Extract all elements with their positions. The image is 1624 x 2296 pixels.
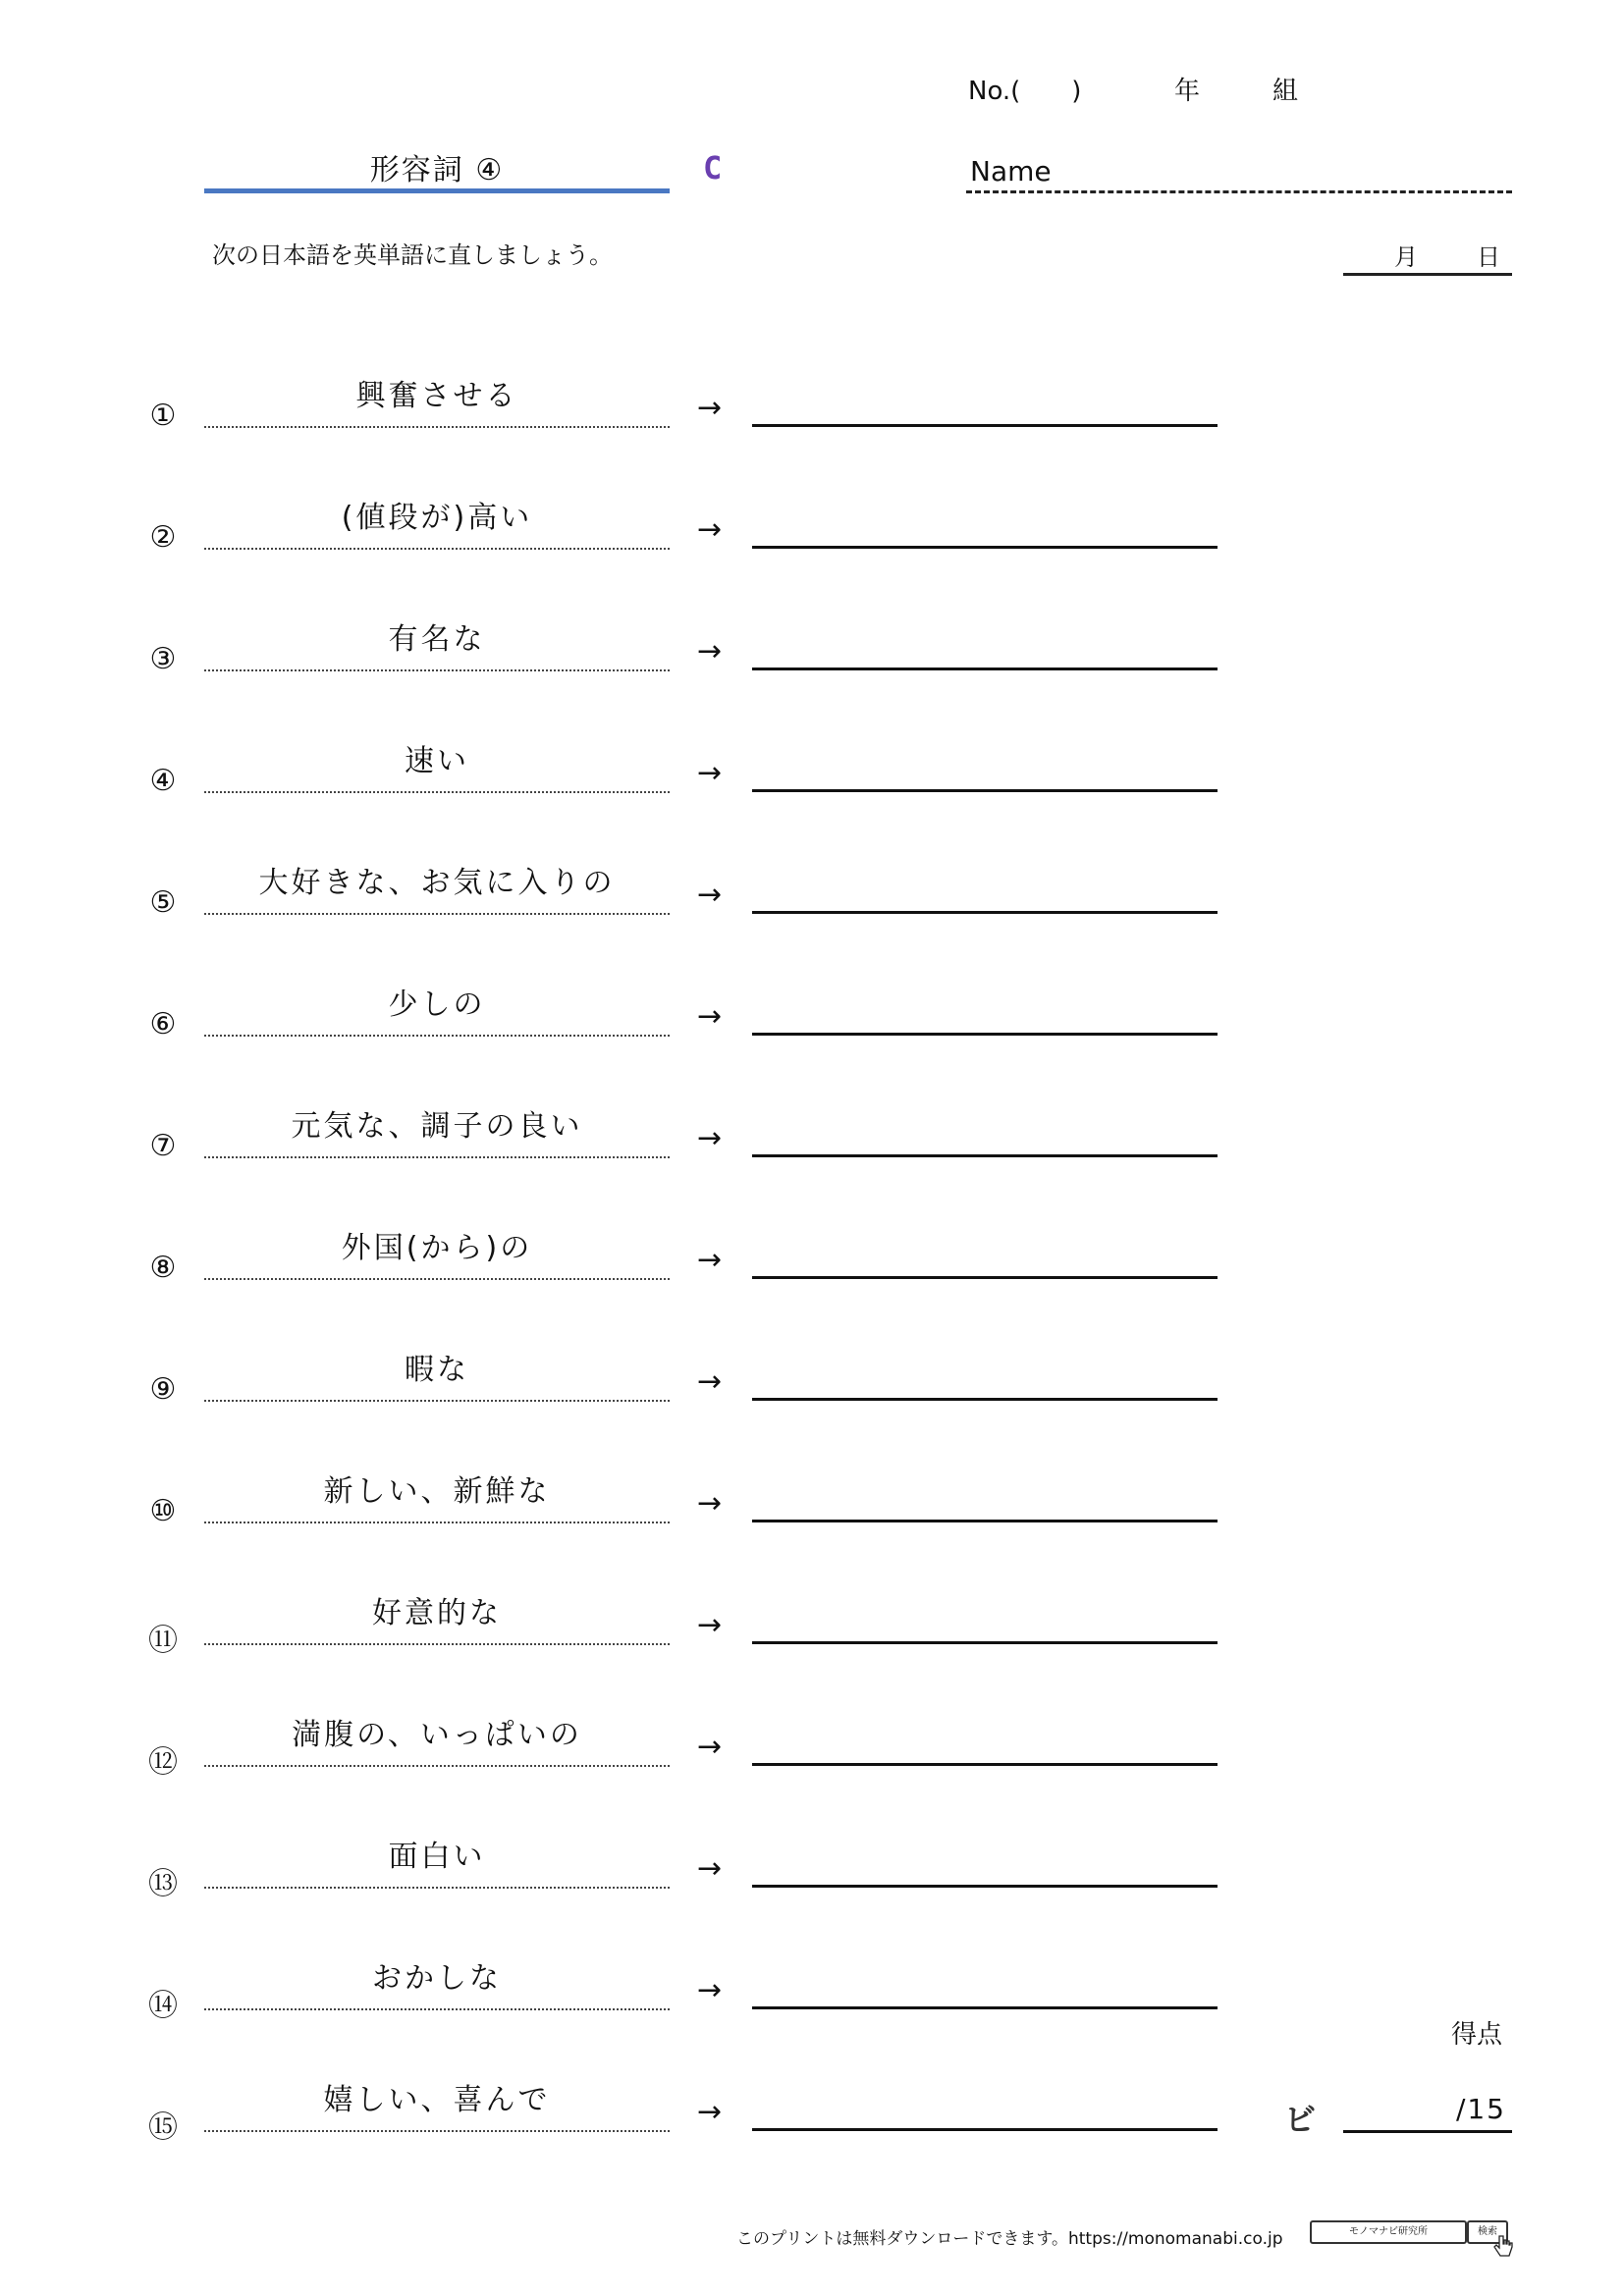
answer-line[interactable] [752,2006,1218,2009]
answer-line[interactable] [752,1154,1218,1157]
arrow-icon: → [697,1121,723,1155]
question-number: ⑭ [148,1989,178,2023]
date-field[interactable] [1343,238,1512,276]
question-number: ③ [149,642,177,676]
question-row [0,858,1624,980]
japanese-prompt: おかしな [372,1961,502,1996]
question-number: ⑦ [149,1129,177,1163]
answer-line[interactable] [752,1885,1218,1888]
answer-line[interactable] [752,911,1218,914]
question-row [0,614,1624,736]
prompt-dotted-line [204,1887,670,1889]
japanese-prompt: 満腹の、いっぱいの [292,1718,582,1752]
japanese-prompt: (値段が)高い [341,501,533,535]
question-number: ⑬ [148,1867,178,1901]
arrow-icon: → [697,878,723,912]
question-row [0,1467,1624,1588]
answer-line[interactable] [752,1276,1218,1279]
answer-line[interactable] [752,789,1218,792]
name-label: Name [970,155,1052,187]
prompt-dotted-line [204,1035,670,1037]
prompt-dotted-line [204,791,670,793]
arrow-icon: → [697,1486,723,1521]
answer-line[interactable] [752,424,1218,427]
japanese-prompt: 新しい、新鮮な [323,1474,551,1509]
question-number: ② [149,520,177,555]
answer-line[interactable] [752,1520,1218,1522]
day-label: 日 [1477,243,1500,271]
instruction-text: 次の日本語を英単語に直しましょう。 [212,241,613,269]
level-badge: C [703,149,723,187]
question-row [0,1953,1624,2075]
answer-line[interactable] [752,1641,1218,1644]
prompt-dotted-line [204,1400,670,1402]
answer-line[interactable] [752,2128,1218,2131]
prompt-dotted-line [204,1765,670,1767]
prompt-dotted-line [204,548,670,550]
arrow-icon: → [697,999,723,1034]
arrow-icon: → [697,1730,723,1764]
prompt-dotted-line [204,2008,670,2010]
answer-line[interactable] [752,1033,1218,1036]
japanese-prompt: 嬉しい、喜んで [323,2083,551,2117]
prompt-dotted-line [204,1522,670,1523]
search-button[interactable]: 検索 [1467,2220,1508,2244]
arrow-icon: → [697,756,723,790]
arrow-icon: → [697,634,723,668]
question-number: ⑪ [148,1624,178,1658]
question-row [0,736,1624,858]
arrow-icon: → [697,1973,723,2007]
question-row [0,1832,1624,1953]
arrow-icon: → [697,1243,723,1277]
question-row [0,1345,1624,1467]
arrow-icon: → [697,1608,723,1642]
japanese-prompt: 元気な、調子の良い [291,1109,583,1144]
japanese-prompt: 有名な [388,622,486,657]
arrow-icon: → [697,512,723,547]
class-label: 組 [1272,77,1299,106]
brand-search-box[interactable]: モノマナビ研究所 [1310,2220,1467,2244]
answer-line[interactable] [752,667,1218,670]
class-number-label: No.( ) [968,77,1082,106]
japanese-prompt: 外国(から)の [341,1231,533,1265]
japanese-prompt: 好意的な [372,1596,502,1630]
question-number: ① [149,399,177,433]
question-number: ⑨ [149,1372,177,1407]
japanese-prompt: 大好きな、お気に入りの [258,866,616,900]
question-row [0,1101,1624,1223]
question-row [0,1588,1624,1710]
question-row [0,493,1624,614]
question-number: ⑧ [149,1251,177,1285]
answer-line[interactable] [752,1763,1218,1766]
bi-mark-icon: ビ [1284,2101,1317,2138]
score-label: 得点 [1451,2020,1503,2050]
score-total: /15 [1455,2093,1506,2125]
japanese-prompt: 少しの [388,988,486,1022]
prompt-dotted-line [204,1643,670,1645]
name-field[interactable] [966,190,1512,193]
question-number: ⑩ [149,1494,177,1528]
month-label: 月 [1394,243,1418,271]
grade-label: 年 [1174,77,1201,106]
question-number: ⑤ [149,885,177,920]
prompt-dotted-line [204,1156,670,1158]
score-field[interactable] [1343,2091,1512,2133]
prompt-dotted-line [204,1278,670,1280]
japanese-prompt: 面白い [388,1840,486,1874]
question-number: ⑫ [148,1745,178,1780]
arrow-icon: → [697,1851,723,1886]
pointer-hand-icon [1492,2234,1514,2260]
question-row [0,371,1624,493]
japanese-prompt: 興奮させる [355,379,518,413]
title-underline [204,188,670,193]
prompt-dotted-line [204,913,670,915]
prompt-dotted-line [204,2130,670,2132]
arrow-icon: → [697,1364,723,1399]
worksheet-title: 形容詞 ④ [369,153,505,187]
question-row [0,1710,1624,1832]
japanese-prompt: 暇な [405,1353,469,1387]
question-number: ⑮ [148,2110,178,2145]
question-row [0,980,1624,1101]
footer-text: このプリントは無料ダウンロードできます。https://monomanabi.co.jp [736,2229,1283,2249]
japanese-prompt: 速い [405,744,469,778]
answer-line[interactable] [752,1398,1218,1401]
prompt-dotted-line [204,426,670,428]
answer-line[interactable] [752,546,1218,549]
question-row [0,1223,1624,1345]
arrow-icon: → [697,391,723,425]
question-number: ⑥ [149,1007,177,1041]
question-number: ④ [149,764,177,798]
prompt-dotted-line [204,669,670,671]
arrow-icon: → [697,2095,723,2129]
